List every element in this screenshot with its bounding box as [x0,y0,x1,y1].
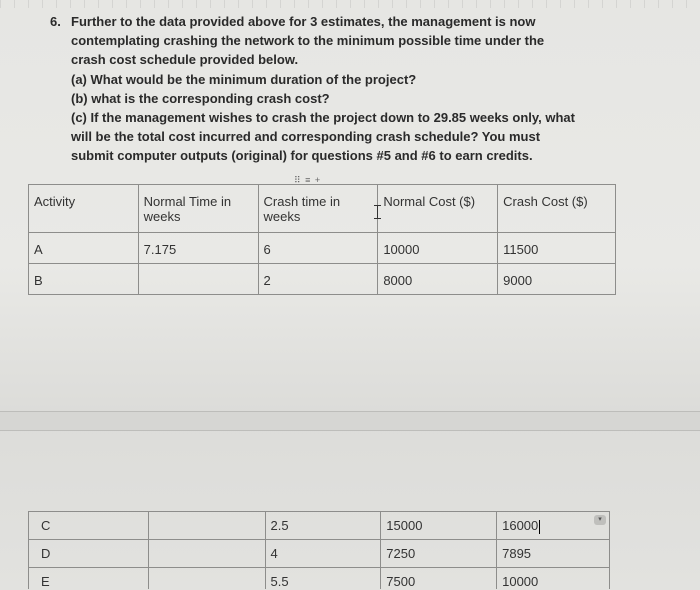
table-cell[interactable]: 11500 [498,233,616,264]
table-row [29,512,610,540]
table-cell-active[interactable] [497,512,610,540]
question-number: 6. [50,14,61,29]
header-cell[interactable]: Activity [29,185,139,233]
table-cell[interactable] [148,568,265,590]
header-cell[interactable]: Normal Cost ($) [378,185,498,233]
table-cell[interactable]: 9000 [498,264,616,295]
table-cell[interactable]: 7500 [381,568,497,590]
ibeam-cursor-icon [377,205,378,219]
table-cell[interactable]: 6 [258,233,378,264]
table-cell[interactable]: 5.5 [265,568,381,590]
align-icon[interactable]: ≡ [305,175,312,185]
table-row [29,540,610,568]
table-header-row [29,185,616,233]
table-cell[interactable]: 7250 [381,540,497,568]
table-cell[interactable]: A [29,233,139,264]
header-cell[interactable]: Crash Cost ($) [498,185,616,233]
table-cell[interactable] [138,264,258,295]
page-break [0,411,700,431]
ruler [0,0,700,8]
table-cell[interactable]: 7.175 [138,233,258,264]
question-line: (b) what is the corresponding crash cost? [71,90,330,106]
table-cell[interactable]: 7895 [497,540,610,568]
table-cell[interactable]: 10000 [378,233,498,264]
chevron-down-icon[interactable]: ▾ [594,515,606,525]
question-text [71,12,640,166]
table-cell[interactable]: C [29,512,149,540]
question-line: crash cost schedule provided below. [71,52,299,68]
question-line: will be the total cost incurred and corresponding crash schedule? You must [71,129,541,145]
cell-text[interactable]: 16000 [502,518,539,533]
table-row [29,264,616,295]
table-cell[interactable]: 2 [258,264,378,295]
table-cell[interactable] [148,540,265,568]
table-row [29,568,610,590]
table-cell[interactable]: 4 [265,540,381,568]
text-caret [539,520,540,534]
question-block [50,12,640,166]
question-line: contemplating crashing the network to the minimum possible time under the [71,33,545,49]
table-row [29,233,616,264]
table-cell[interactable]: D [29,540,149,568]
question-line: Further to the data provided above for 3 estimates, the management is now [71,14,536,29]
question-line: (c) If the management wishes to crash the project down to 29.85 weeks only, what [71,110,575,126]
header-cell[interactable]: Crash time in weeks [258,185,378,233]
crash-cost-table [28,184,616,295]
table-cell[interactable]: 2.5 [265,512,381,540]
crash-cost-table-continued [28,511,610,589]
table-cell[interactable]: E [29,568,149,590]
table-cell[interactable]: 8000 [378,264,498,295]
table-cell[interactable]: 10000 [497,568,610,590]
table-cell[interactable]: B [29,264,139,295]
question-line: submit computer outputs (original) for questions #5 and #6 to earn credits. [71,148,533,164]
table-cell[interactable]: 15000 [381,512,497,540]
question-line: (a) What would be the minimum duration of the project? [71,71,417,87]
table-cell[interactable] [148,512,265,540]
plus-icon[interactable]: + [314,175,322,185]
header-cell[interactable]: Normal Time in weeks [138,185,258,233]
drag-handle-icon[interactable]: ⠿ [294,175,302,185]
